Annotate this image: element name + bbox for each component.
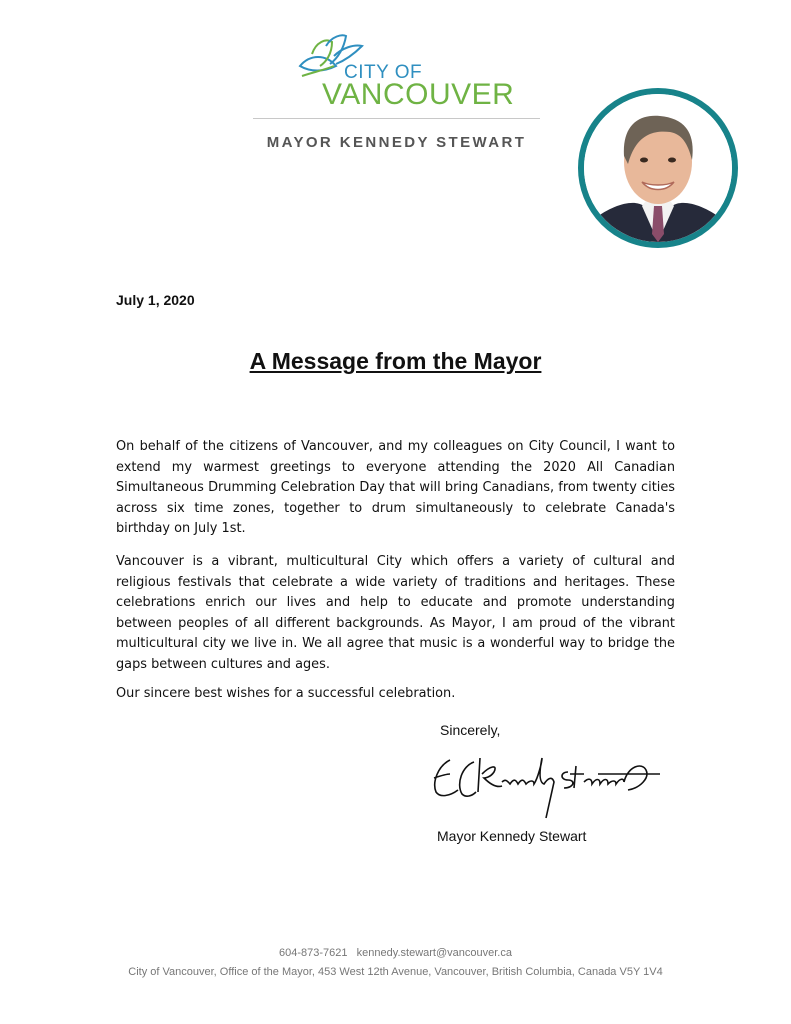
letter-title: A Message from the Mayor xyxy=(249,348,542,374)
logo-city-of: CITY OF xyxy=(344,62,423,83)
footer-address: City of Vancouver, Office of the Mayor, 453 West 12th Avenue, Vancouver, British Columbia, Canada V5Y 1V4 xyxy=(128,966,663,978)
letterhead-divider xyxy=(253,118,540,119)
city-logo xyxy=(296,32,515,112)
mayor-portrait xyxy=(578,88,738,248)
mayor-banner: MAYOR KENNEDY STEWART xyxy=(266,134,527,151)
letter-date: July 1, 2020 xyxy=(116,292,195,308)
logo-vancouver: VANCOUVER xyxy=(322,78,515,111)
letter-closing: Sincerely, xyxy=(440,722,501,738)
letter-paragraph: On behalf of the citizens of Vancouver, and my colleagues on City Council, I want to extend my warmest greetings to everyone attending the 2020 All Canadian Simultaneous Drumming Celebration Day that will bring Canadians, from twenty cities across six time zones, together to drum simultaneously to celebrate Canada's birthday on July 1st. xyxy=(116,439,675,536)
signer-name: Mayor Kennedy Stewart xyxy=(437,828,587,844)
handwritten-signature xyxy=(428,748,663,828)
portrait-photo xyxy=(584,94,732,242)
footer-contact: 604-873-7621 kennedy.stewart@vancouver.ca xyxy=(279,947,512,959)
letter-paragraph: Our sincere best wishes for a successful celebration. xyxy=(116,686,456,701)
letter-paragraph: Vancouver is a vibrant, multicultural City which offers a variety of cultural and religious festivals that celebrate a wide variety of traditions and heritages. These celebrations enrich our lives and help to educate and promote understanding between peoples of all different backgrounds. As Mayor, I am proud of the vibrant multicultural city we live in. We all agree that music is a wonderful way to bridge the gaps between cultures and ages. xyxy=(116,554,675,672)
